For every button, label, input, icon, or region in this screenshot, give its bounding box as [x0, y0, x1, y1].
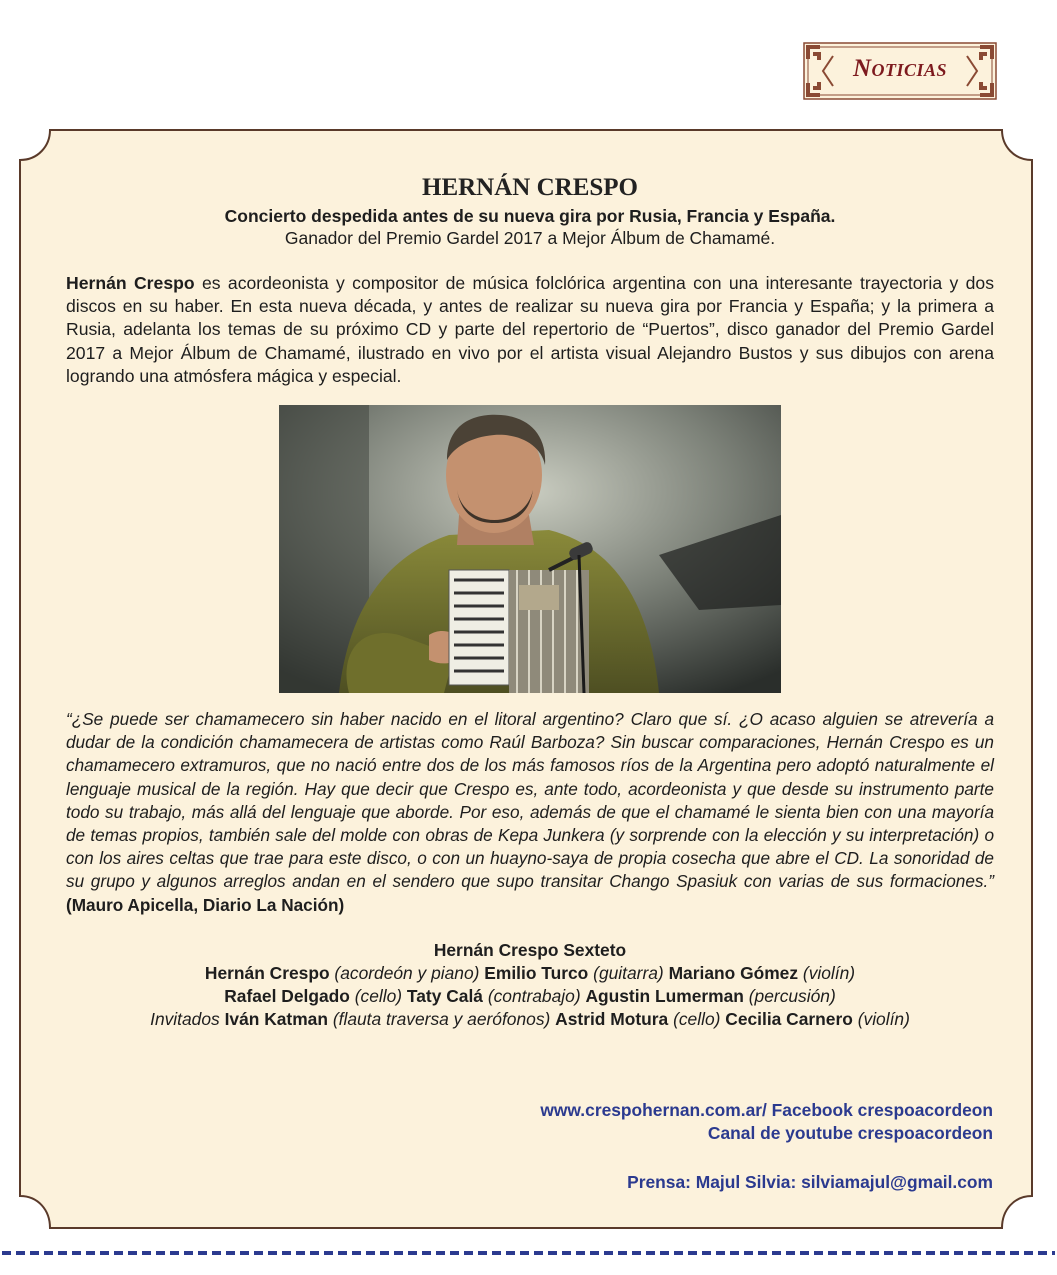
- member-name: Hernán Crespo: [204, 963, 330, 984]
- member-name: Agustin Lumerman: [585, 986, 744, 1007]
- press-quote: [66, 708, 994, 917]
- intro-paragraph: [66, 272, 994, 388]
- quote-text: “¿Se puede ser chamamecero sin haber nacido en el litoral argentino? Claro que sí. ¿O acaso alguien se atrevería a dudar de la condición chamamecera de artistas como Raúl Barboza? Sin buscar comparaciones, Hernán Crespo es un chamamecero extramuros, que no nació entre dos de los más famosos ríos de la Argentina pero adoptó naturalmente el lenguaje musical de la región. Hay que decir que Crespo es, ante todo, acordeonista y que desde su instrumento parte todo su trabajo, más allá del lenguaje que aborde. Por eso, además de que el chamamé le sienta bien con una mayoría de temas propios, también sale del molde con obras de Kepa Junkera (y sorprende con la elección y su interpretación) o con los aires celtas que trae para este disco, o con un huayno-saya de propia cosecha que abre el CD. La sonoridad de su grupo y algunos arreglos andan en el sendero que supo transitar Chango Spasiuk con varias de sus formaciones.”: [66, 709, 994, 892]
- article-subtitle: Concierto despedida antes de su nueva gira por Rusia, Francia y España.: [224, 206, 836, 226]
- ensemble-line-1: [66, 962, 994, 985]
- member-role: (violín): [857, 1009, 910, 1030]
- guests-label: Invitados: [150, 1009, 220, 1030]
- member-role: (violín): [802, 963, 856, 984]
- member-role: (cello): [354, 986, 403, 1007]
- contact-links: [540, 1099, 993, 1145]
- article-title: HERNÁN CRESPO: [422, 174, 638, 201]
- intro-name: Hernán Crespo: [66, 273, 195, 293]
- member-name: Cecilia Carnero: [725, 1009, 853, 1030]
- badge-label: Noticias: [852, 55, 948, 82]
- website-facebook-link[interactable]: www.crespohernan.com.ar/ Facebook crespoacordeon: [540, 1100, 993, 1120]
- member-role: (acordeón y piano): [334, 963, 480, 984]
- page-divider: [0, 1250, 1057, 1256]
- intro-text: es acordeonista y compositor de música folclórica argentina con una interesante trayectoria y dos discos en su haber. En esta nueva década, y antes de realizar su nueva gira por Francia y España; y la primera a Rusia, adelanta los temas de su próximo CD y parte del repertorio de “Puertos”, disco ganador del Premio Gardel 2017 a Mejor Álbum de Chamamé, ilustrado en vivo por el artista visual Alejandro Bustos y sus dibujos con arena logrando una atmósfera mágica y especial.: [66, 273, 994, 386]
- quote-source: (Mauro Apicella, Diario La Nación): [66, 894, 345, 915]
- member-name: Taty Calá: [406, 986, 483, 1007]
- award-line: Ganador del Premio Gardel 2017 a Mejor Álbum de Chamamé.: [284, 228, 776, 248]
- member-role: (cello): [673, 1009, 721, 1030]
- ensemble-title: Hernán Crespo Sexteto: [433, 939, 627, 960]
- member-name: Astrid Motura: [555, 1009, 669, 1030]
- member-name: Emilio Turco: [484, 963, 589, 984]
- member-name: Iván Katman: [224, 1009, 328, 1030]
- member-role: (guitarra): [593, 963, 664, 984]
- article: [66, 170, 994, 1032]
- member-name: Mariano Gómez: [668, 963, 799, 984]
- ensemble-line-2: [66, 985, 994, 1008]
- member-role: (flauta traversa y aerófonos): [332, 1009, 551, 1030]
- member-name: Rafael Delgado: [224, 986, 350, 1007]
- member-role: (percusión): [748, 986, 836, 1007]
- member-role: (contrabajo): [487, 986, 581, 1007]
- youtube-link[interactable]: Canal de youtube crespoacordeon: [707, 1123, 993, 1143]
- musician-accordion-photo: [279, 405, 781, 693]
- ensemble-credits: [66, 939, 994, 1032]
- ensemble-line-3: [66, 1008, 994, 1031]
- press-contact[interactable]: Prensa: Majul Silvia: silviamajul@gmail.com: [627, 1172, 993, 1192]
